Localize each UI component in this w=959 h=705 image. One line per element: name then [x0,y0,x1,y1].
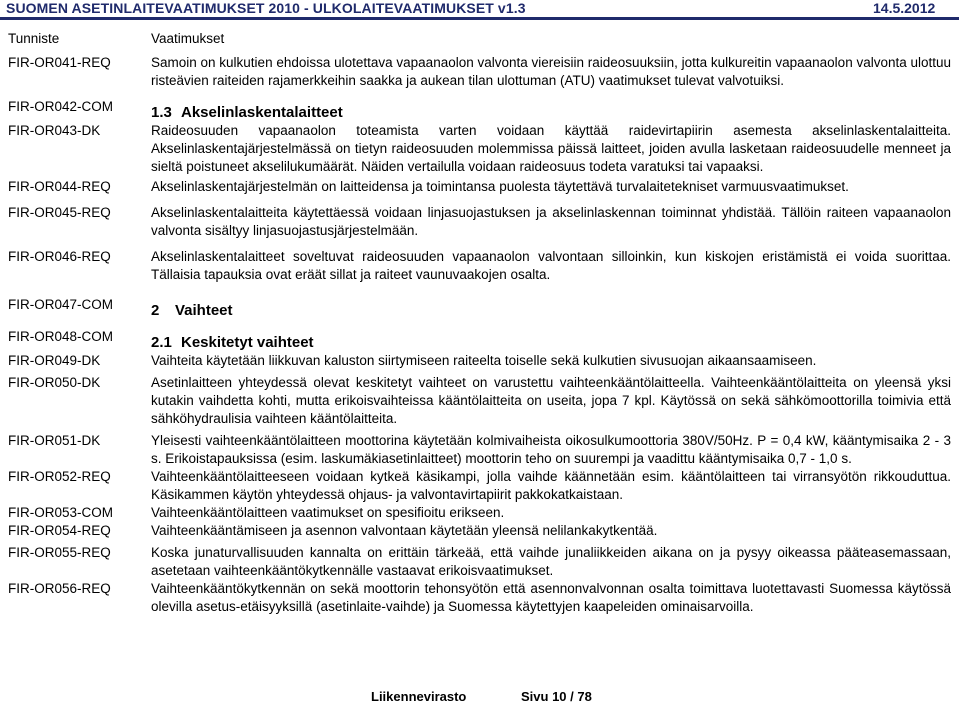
table-row [0,504,959,522]
requirement-id: FIR-OR046-REQ [8,249,111,264]
document-title: SUOMEN ASETINLAITEVAATIMUKSET 2010 - ULKOLAITEVAATIMUKSET v1.3 [6,0,526,16]
table-row [0,352,959,370]
requirement-text: Vaihteenkääntämiseen ja asennon valvontaan käytetään yleensä nelilankakytkentää. [151,523,658,538]
section-title [151,296,951,320]
requirement-text: Akselinlaskentalaitteet soveltuvat raideosuuden vapaanaolon valvontaan silloinkin, kun kiskojen eristämistä ei voida suorittaa. Tällaisia tapauksia ovat eräät sillat ja raiteet vaunuvaakojen osalta. [151,249,951,282]
table-row [0,176,959,196]
section-title-text: Vaihteet [175,302,233,319]
table-row [0,522,959,540]
page-header [0,0,959,16]
table-row [0,580,959,616]
requirement-id: FIR-OR042-COM [8,99,114,114]
header-rule [0,17,959,20]
page-number: Sivu 10 / 78 [521,689,592,704]
column-header-requirements: Vaatimukset [151,31,225,46]
requirement-id: FIR-OR044-REQ [8,179,111,194]
requirement-text: Yleisesti vaihteenkääntölaitteen moottorina käytetään kolmivaiheista oikosulkumoottoria 380V/50Hz. P = 0,4 kW, kääntymisaika 2 - 3 s. Erikoistapauksissa (esim. laskumäkiasetinlaitteet) moottorin teho on suurempi ja vaadittu kääntymisaika 0,7 - 1,0 s. [151,433,951,466]
requirement-id: FIR-OR056-REQ [8,581,111,596]
table-row [0,428,959,468]
requirement-id: FIR-OR043-DK [8,123,101,138]
section-title [151,328,951,352]
section-title [151,98,951,122]
section-number: 1.3 [151,104,172,121]
requirement-text: Raideosuuden vapaanaolon toteamista varten voidaan käyttää raidevirtapiirin asemesta akselinlaskentalaitteita. Akselinlaskentajärjestelmässä on tietyn raideosuuden molemmissa päissä laitteet, joiden avulla lasketaan raideosuudelle menneet ja sieltä poistuneet akselilukumäärät. Näiden vertailulla voidaan raideosuus todeta varatuksi tai vapaaksi. [151,123,951,174]
document-date: 14.5.2012 [873,0,936,16]
table-row [0,370,959,428]
table-row [0,320,959,352]
requirement-text: Asetinlaitteen yhteydessä olevat keskitetyt vaihteet on varustettu vaihteenkääntölaitteella. Vaihteenkääntölaitteita on yleensä yksi kutakin vaihdetta kohti, mutta erikoisvaihteissa kääntölaitteita on useita, jopa 7 kpl. Käytössä on sekä sähkömoottorilla toimivia että sähköhydraulisia vaihteen kääntölaitteita. [151,375,951,426]
section-heading [151,320,959,352]
section-heading [151,284,959,320]
section-title-text: Keskitetyt vaihteet [181,334,314,351]
requirement-text: Samoin on kulkutien ehdoissa ulotettava vapaanaolon valvonta viereisiin raideosuuksiin, jotta kulkureitin vapaanaolon valvonta ulottuu risteävien raiteiden rajamerkkeihin saakka ja aukean tilan ulottuman (ATU) vaatimukset tulevat valvotuiksi. [151,55,952,88]
requirement-text: Koska junaturvallisuuden kannalta on erittäin tärkeää, että vaihde junaliikkeiden aikana on ja pysyy oikeassa pääteasemassaan, asetetaan vaihteenkääntökytkennälle vastaavat erikoisvaatimukset. [151,545,951,578]
requirement-text: Vaihteenkääntökytkennän on sekä moottorin tehonsyötön että asennonvalvonnan osalta toimittava luotettavasti Suomessa käytössä olevilla asetus-etäisyyksillä (asetinlaite-vaihde) ja Suomessa käytettyjen kaapeleiden ominaisarvoilla. [151,581,951,614]
table-row [0,540,959,580]
requirement-text: Vaihteita käytetään liikkuvan kaluston siirtymiseen raiteelta toiselle sekä kulkutien sivusuojan aikaansaamiseen. [151,353,817,368]
requirement-text: Akselinlaskentalaitteita käytettäessä voidaan linjasuojastuksen ja akselinlaskennan toiminnat yhdistää. Tällöin raiteen vapaanaolon valvonta sisältyy linjasuojastusjärjestelmään. [151,205,951,238]
section-heading [151,90,959,122]
requirement-id: FIR-OR047-COM [8,297,114,312]
table-row [0,240,959,284]
requirement-id: FIR-OR054-REQ [8,523,111,538]
requirement-id: FIR-OR052-REQ [8,469,111,484]
requirements-table [0,30,959,616]
requirement-id: FIR-OR053-COM [8,505,114,520]
table-row [0,468,959,504]
table-row [0,90,959,122]
requirement-id: FIR-OR055-REQ [8,545,111,560]
table-header-row [0,30,959,48]
requirement-text: Vaihteenkääntölaitteen vaatimukset on spesifioitu erikseen. [151,505,505,520]
requirement-id: FIR-OR045-REQ [8,205,111,220]
requirement-id: FIR-OR051-DK [8,433,101,448]
section-number: 2 [151,302,160,319]
requirement-id: FIR-OR048-COM [8,329,114,344]
section-number: 2.1 [151,334,172,351]
table-row [0,196,959,240]
table-row [0,48,959,90]
requirement-id: FIR-OR050-DK [8,375,101,390]
footer-organization: Liikennevirasto [371,689,467,704]
requirement-id: FIR-OR049-DK [8,353,101,368]
requirement-text: Vaihteenkääntölaitteeseen voidaan kytkeä käsikampi, jolla vaihde käännetään esim. kääntölaitteen tai virransyötön rikkouduttua. Käsikammen käytön yhteydessä ohjaus- ja valvontavirtapiirit pakkokatkaistaan. [151,469,951,502]
column-header-id: Tunniste [8,31,60,46]
requirement-id: FIR-OR041-REQ [8,55,111,70]
table-row [0,122,959,176]
section-title-text: Akselinlaskentalaitteet [181,104,343,121]
table-row [0,284,959,320]
requirement-text: Akselinlaskentajärjestelmän on laitteidensa ja toimintansa puolesta täytettävä turvalaitetekniset varmuusvaatimukset. [151,179,849,194]
